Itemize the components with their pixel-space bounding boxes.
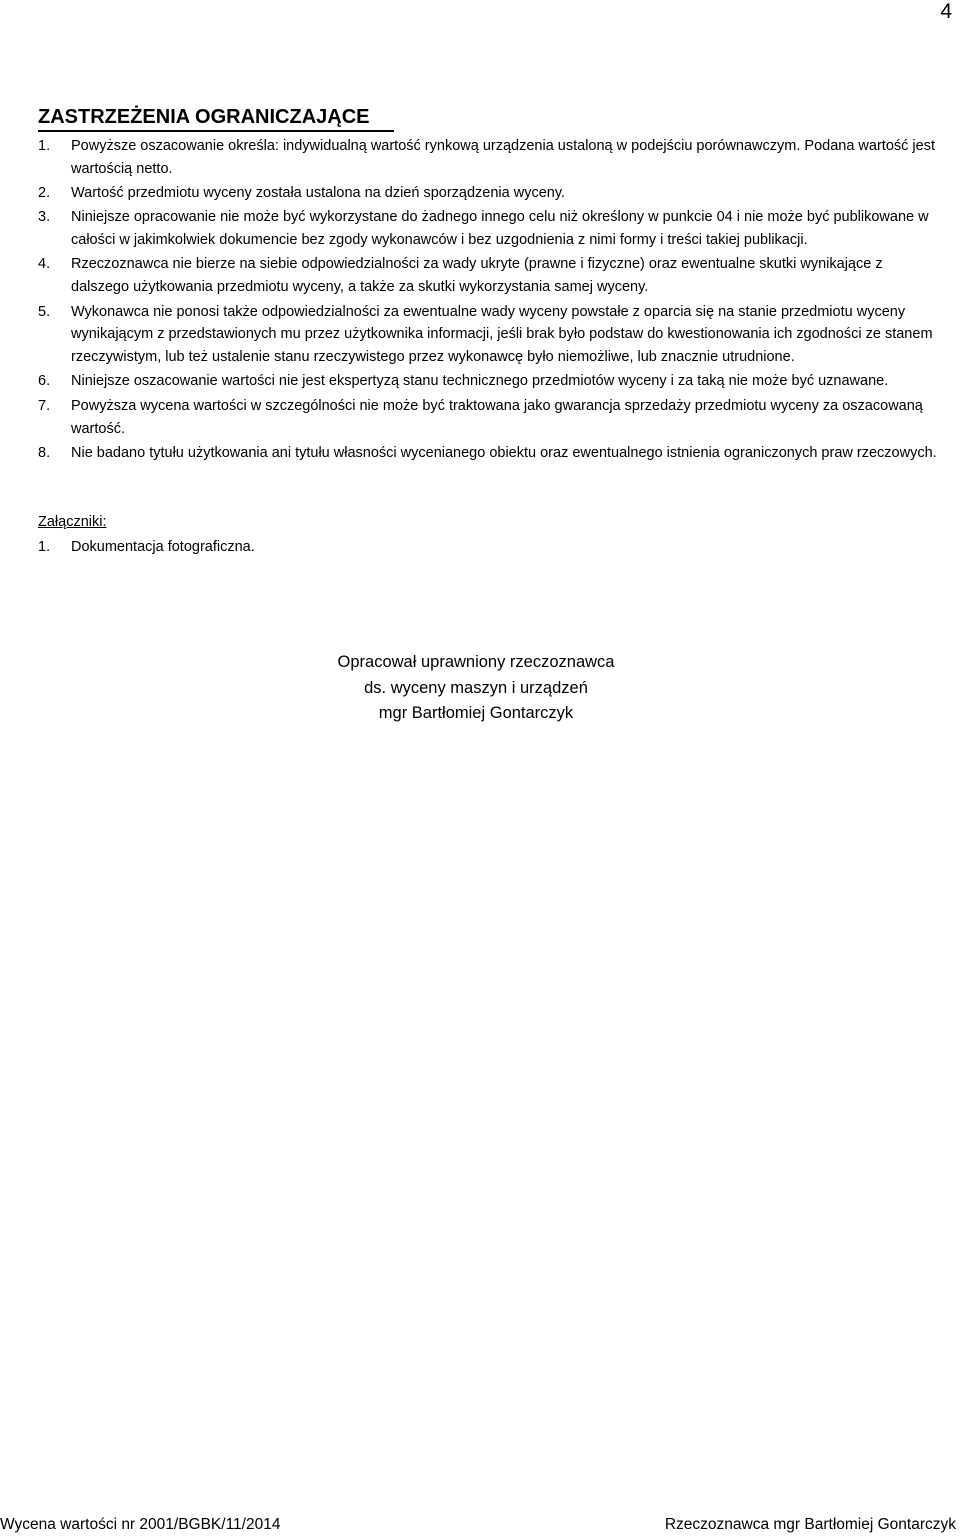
item-number: 8.	[38, 444, 51, 461]
item-text: Rzeczoznawca nie bierze na siebie odpowiedzialności za wady ukryte (prawne i fizyczne) oraz ewentualne skutki wynikające z dalszego użytkowania przedmiotu wyceny, a także za skutki wykorzystania samej wyceny.	[71, 256, 883, 296]
item-text: Powyższa wycena wartości w szczególności nie może być traktowana jako gwarancja sprzedaży przedmiotu wyceny za oszacowaną wartość.	[71, 397, 923, 437]
signature-line: ds. wyceny maszyn i urządzeń	[364, 678, 588, 697]
section-title: ZASTRZEŻENIA OGRANICZAJĄCE	[38, 104, 394, 132]
list-item	[38, 135, 938, 181]
list-item	[38, 253, 938, 299]
signature-block	[276, 650, 676, 727]
footer-document-id: Wycena wartości nr 2001/BGBK/11/2014	[0, 1516, 281, 1533]
footer-author: Rzeczoznawca mgr Bartłomiej Gontarczyk	[664, 1516, 956, 1533]
item-text: Dokumentacja fotograficzna.	[71, 539, 255, 555]
item-text: Wykonawca nie ponosi także odpowiedzialności za ewentualne wady wyceny powstałe z oparcia się na stanie przedmiotu wyceny wynikającym z przedstawionych mu przez użytkownika informacji, jeśli brak było podstaw do kwestionowania ich zgodności ze stanem rzeczywistym, lub też ustalenie stanu rzeczywistego przez wykonawcę było niemożliwe, lub znacznie utrudnione.	[71, 303, 933, 366]
item-number: 2.	[38, 185, 51, 202]
list-item	[38, 395, 938, 441]
restrictions-list	[38, 135, 938, 466]
list-item	[38, 301, 938, 369]
item-number: 7.	[38, 397, 51, 414]
list-item	[38, 442, 938, 465]
item-number: 1.	[38, 539, 51, 555]
page-number: 4	[940, 0, 952, 23]
attachments-title: Załączniki:	[38, 514, 107, 530]
signature-name: mgr Bartłomiej Gontarczyk	[378, 704, 574, 722]
item-number: 1.	[38, 138, 51, 154]
item-text: Niniejsze oszacowanie wartości nie jest ekspertyzą stanu technicznego przedmiotów wyceny i za taką nie może być uznawane.	[71, 373, 889, 390]
list-item	[38, 182, 938, 205]
item-text: Powyższe oszacowanie określa: indywidualną wartość rynkową urządzenia ustaloną w podejściu porównawczym. Podana wartość jest wartością netto.	[71, 138, 935, 177]
attachments-list	[38, 536, 938, 558]
item-number: 3.	[38, 209, 51, 226]
signature-line: Opracował uprawniony rzeczoznawca	[337, 653, 615, 671]
item-text: Wartość przedmiotu wyceny została ustalona na dzień sporządzenia wyceny.	[71, 185, 566, 202]
list-item	[38, 206, 938, 252]
item-number: 5.	[38, 303, 51, 320]
list-item	[38, 370, 938, 393]
list-item	[38, 536, 938, 558]
item-text: Niniejsze opracowanie nie może być wykorzystane do żadnego innego celu niż określony w punkcie 04 i nie może być publikowane w całości w jakimkolwiek dokumencie bez zgody wykonawców i bez uzgodnienia z nimi formy i treści takiej publikacji.	[71, 209, 929, 249]
item-text: Nie badano tytułu użytkowania ani tytułu własności wycenianego obiektu oraz ewentualnego istnienia ograniczonych praw rzeczowych.	[71, 444, 937, 461]
item-number: 4.	[38, 256, 51, 273]
item-number: 6.	[38, 373, 51, 390]
